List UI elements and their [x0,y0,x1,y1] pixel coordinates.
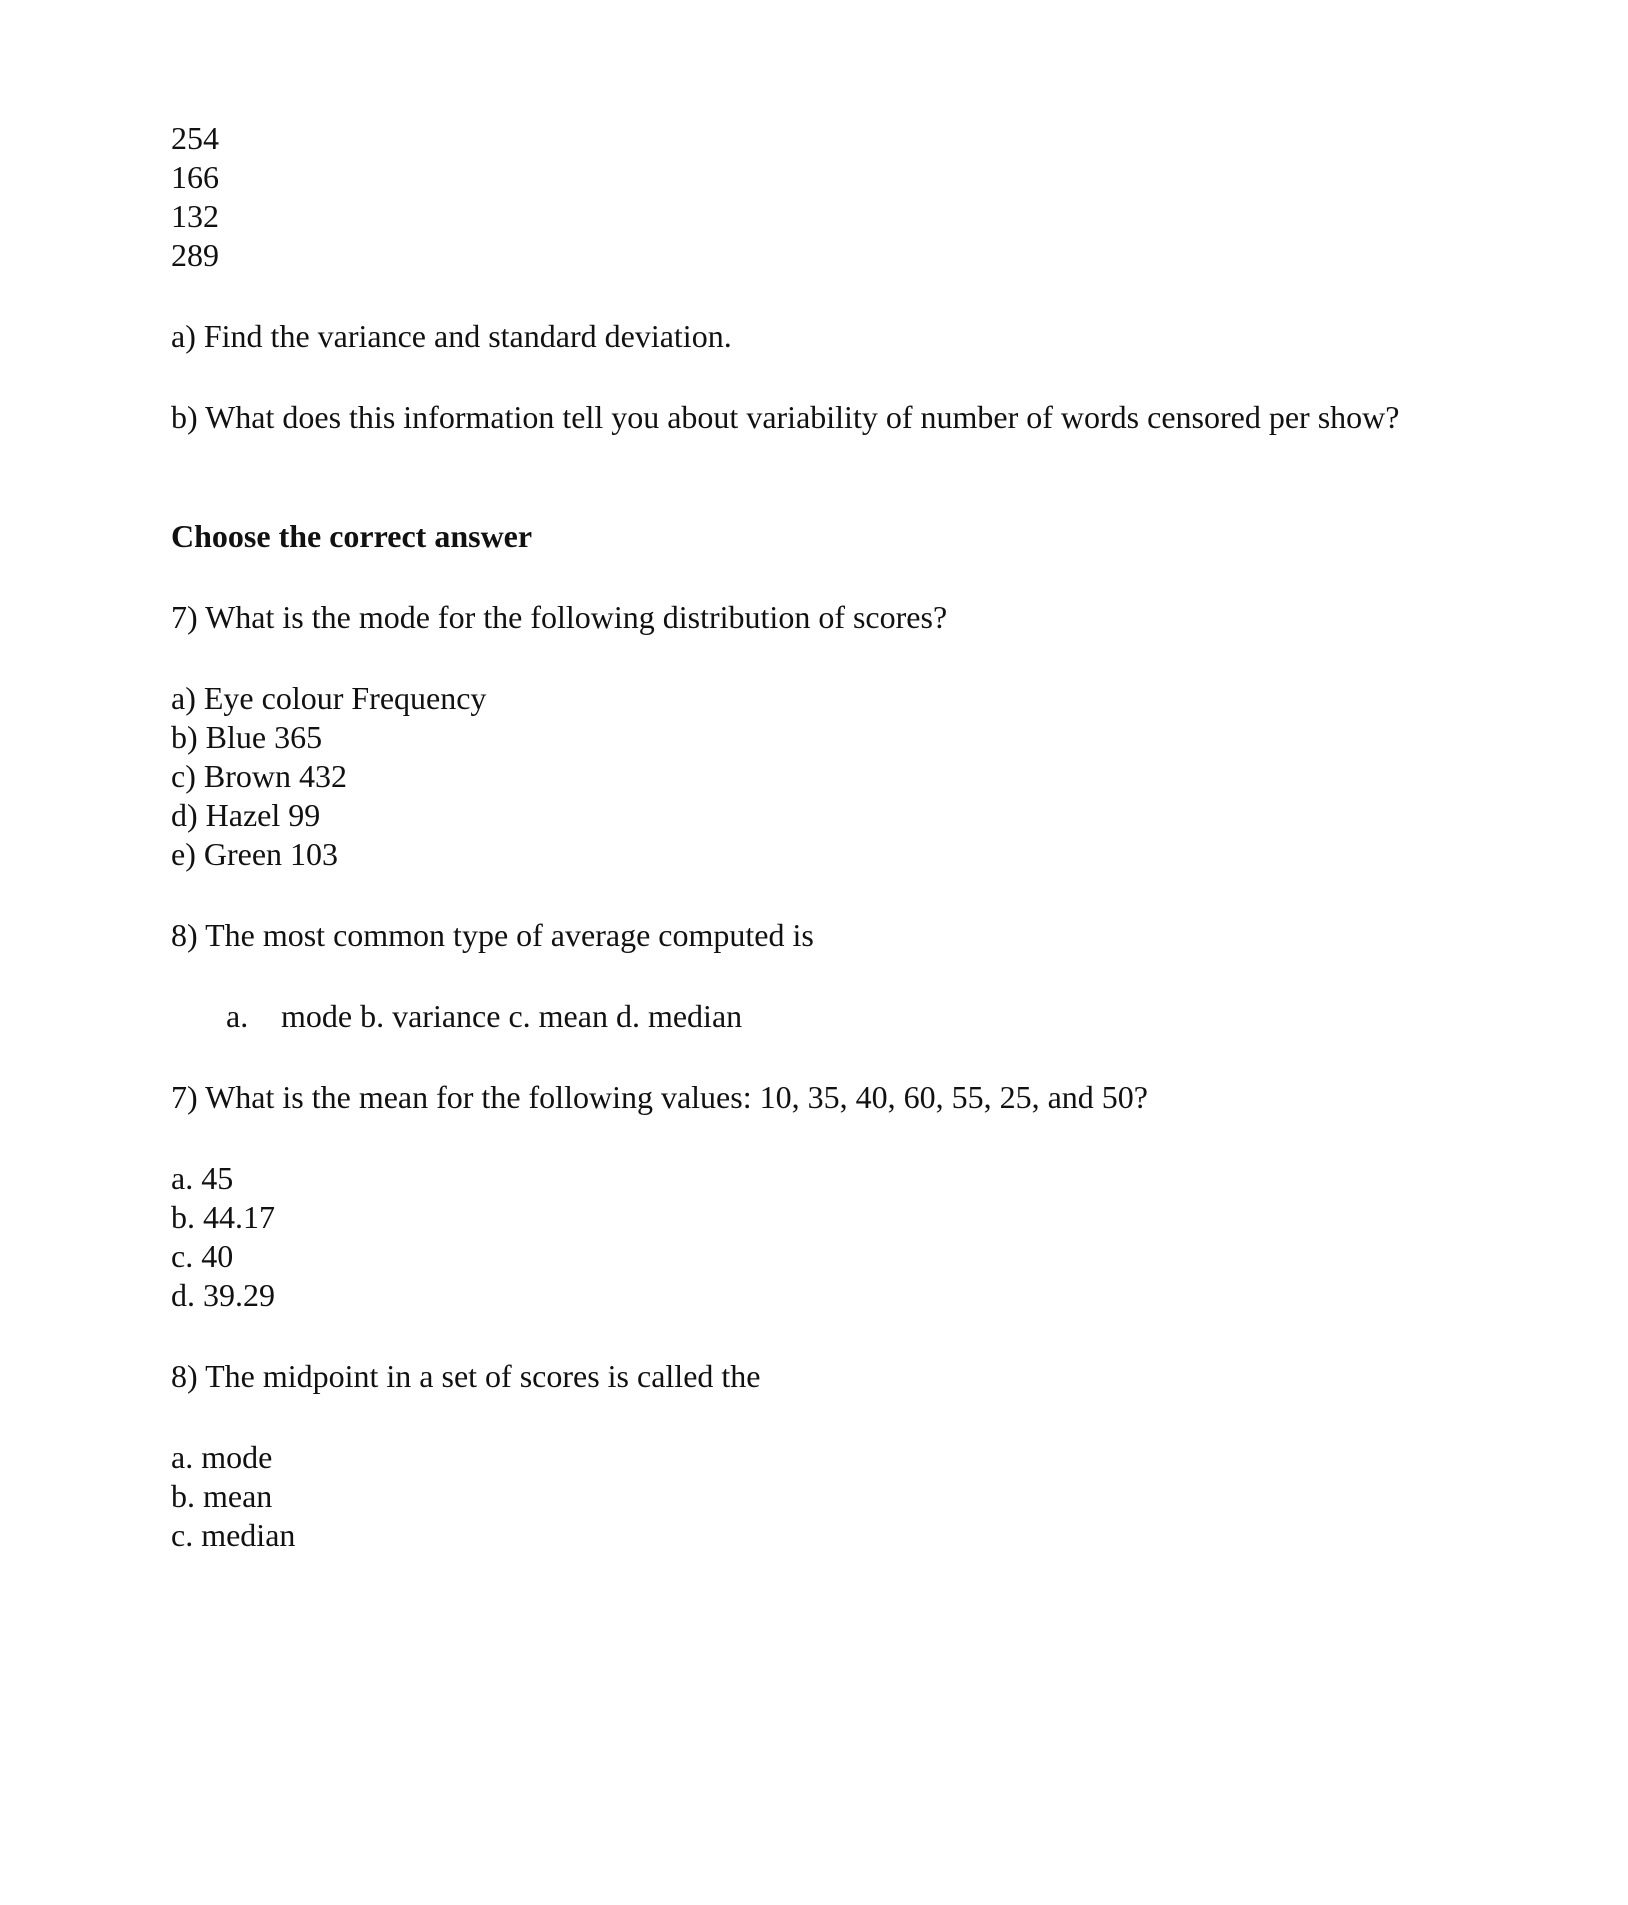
answer-option: d) Hazel 99 [171,797,321,833]
answer-option: a) Eye colour Frequency [171,680,487,716]
q7-mode-options [171,679,1511,874]
q7-mode-question: 7) What is the mode for the following distribution of scores? [171,599,948,635]
answer-option: c. 40 [171,1238,234,1274]
q8-midpoint-question: 8) The midpoint in a set of scores is called the [171,1358,761,1394]
answer-option: e) Green 103 [171,836,339,872]
answer-option: b) Blue 365 [171,719,323,755]
data-value: 166 [171,159,219,195]
answer-option: c. median [171,1517,296,1553]
q8-midpoint-options [171,1438,1511,1555]
q6-part-b: b) What does this information tell you about variability of number of words censored per show? [171,399,1400,435]
answer-option: c) Brown 432 [171,758,347,794]
q8-average-options [171,997,1511,1036]
section-heading: Choose the correct answer [171,518,533,554]
data-value: 254 [171,120,219,156]
answer-option: b. mean [171,1478,273,1514]
q6-part-a: a) Find the variance and standard deviation. [171,318,732,354]
answer-option: a. mode [171,1439,273,1475]
list-marker: a. [226,998,249,1034]
document-page [171,119,1511,1555]
q7-mean-options [171,1159,1511,1315]
answer-option: b. 44.17 [171,1199,275,1235]
data-value: 289 [171,237,219,273]
answer-option: a. 45 [171,1160,234,1196]
data-values-list [171,119,1511,275]
answer-option: d. 39.29 [171,1277,275,1313]
q8-average-question: 8) The most common type of average computed is [171,917,814,953]
answer-options-inline: mode b. variance c. mean d. median [281,998,743,1034]
data-value: 132 [171,198,219,234]
q7-mean-question: 7) What is the mean for the following values: 10, 35, 40, 60, 55, 25, and 50? [171,1079,1148,1115]
